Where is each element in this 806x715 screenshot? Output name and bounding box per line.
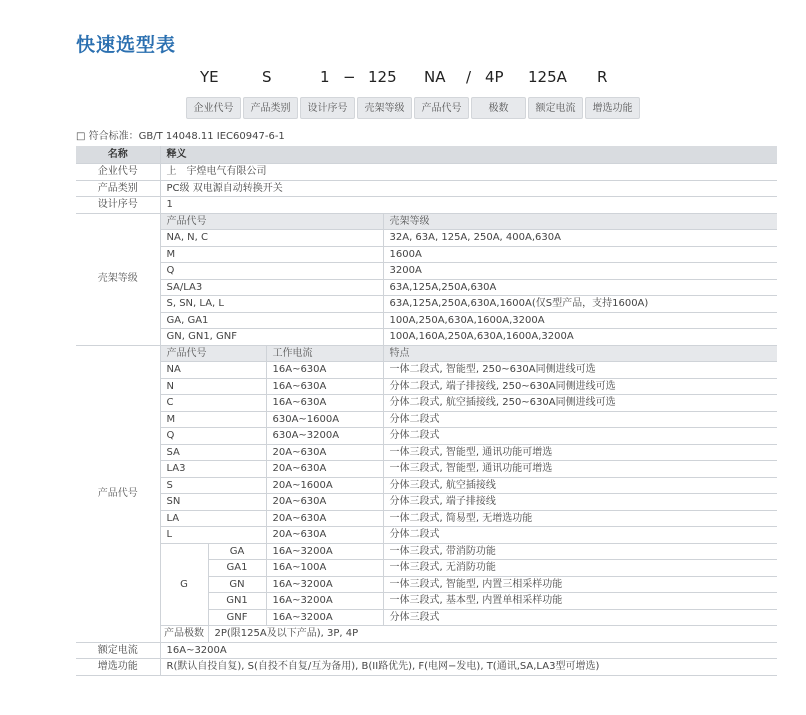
g-feature: 一体三段式, 带消防功能 <box>383 543 777 560</box>
product-code: M <box>160 411 266 428</box>
product-current: 20A~630A <box>266 461 383 478</box>
frame-code: SA/LA3 <box>160 279 383 296</box>
g-code: G <box>160 543 208 626</box>
row-value: 上 宇煌电气有限公司 <box>160 164 777 181</box>
product-current: 630A~3200A <box>266 428 383 445</box>
model-part-slash: / <box>466 68 472 86</box>
box-rated-current: 额定电流 <box>528 97 583 119</box>
model-legend <box>0 97 806 121</box>
table-row <box>76 230 777 247</box>
model-code <box>0 68 806 88</box>
box-poles: 极数 <box>471 97 526 119</box>
table-row <box>76 378 777 395</box>
row-label: 额定电流 <box>76 642 160 659</box>
model-part-ye: YE <box>200 68 219 86</box>
product-current: 20A~630A <box>266 527 383 544</box>
model-part-r: R <box>597 68 608 86</box>
g-current: 16A~3200A <box>266 593 383 610</box>
product-code: S <box>160 477 266 494</box>
g-sub-code: GNF <box>208 609 266 626</box>
table-row <box>76 642 777 659</box>
row-label: 企业代号 <box>76 164 160 181</box>
frame-value: 63A,125A,250A,630A,1600A(仅S型产品，支持1600A) <box>383 296 777 313</box>
product-current: 20A~630A <box>266 510 383 527</box>
box-design-number: 设计序号 <box>300 97 355 119</box>
g-sub-code: GN1 <box>208 593 266 610</box>
model-part-dash: − <box>343 68 356 86</box>
product-code: LA3 <box>160 461 266 478</box>
table-row <box>76 461 777 478</box>
table-row <box>76 411 777 428</box>
row-label: 增选功能 <box>76 659 160 676</box>
table-row <box>76 312 777 329</box>
frame-value: 63A,125A,250A,630A <box>383 279 777 296</box>
frame-value: 3200A <box>383 263 777 280</box>
header-desc: 释义 <box>160 146 777 164</box>
header-name: 名称 <box>76 146 160 164</box>
frame-value: 1600A <box>383 246 777 263</box>
table-row <box>76 510 777 527</box>
frame-value: 32A, 63A, 125A, 250A, 400A,630A <box>383 230 777 247</box>
product-current: 16A~630A <box>266 378 383 395</box>
product-code: SA <box>160 444 266 461</box>
table-row <box>76 494 777 511</box>
table-header <box>76 146 777 164</box>
model-part-s: S <box>262 68 272 86</box>
model-part-na: NA <box>424 68 446 86</box>
table-row <box>76 659 777 676</box>
table-row <box>76 543 777 560</box>
frame-code: GN, GN1, GNF <box>160 329 383 346</box>
g-feature: 一体三段式, 无消防功能 <box>383 560 777 577</box>
table-row <box>76 180 777 197</box>
row-value: 2P(限125A及以下产品), 3P, 4P <box>208 626 777 643</box>
product-col-current: 工作电流 <box>266 345 383 362</box>
row-value: PC级 双电源自动转换开关 <box>160 180 777 197</box>
product-code: LA <box>160 510 266 527</box>
g-feature: 一体三段式, 基本型, 内置单相采样功能 <box>383 593 777 610</box>
product-feature: 一体三段式, 智能型, 通讯功能可增选 <box>383 444 777 461</box>
frame-code: NA, N, C <box>160 230 383 247</box>
product-current: 20A~1600A <box>266 477 383 494</box>
row-value: 16A~3200A <box>160 642 777 659</box>
frame-value: 100A,160A,250A,630A,1600A,3200A <box>383 329 777 346</box>
frame-label: 壳架等级 <box>76 213 160 345</box>
product-code: SN <box>160 494 266 511</box>
product-feature: 一体二段式, 简易型, 无增选功能 <box>383 510 777 527</box>
g-current: 16A~3200A <box>266 543 383 560</box>
row-label: 产品类别 <box>76 180 160 197</box>
table-row <box>76 477 777 494</box>
page-title: 快速选型表 <box>76 34 177 56</box>
table-row <box>76 527 777 544</box>
g-current: 16A~100A <box>266 560 383 577</box>
table-row <box>76 197 777 214</box>
g-sub-code: GN <box>208 576 266 593</box>
product-subheader <box>76 345 777 362</box>
table-row <box>76 395 777 412</box>
product-code: C <box>160 395 266 412</box>
row-label: 设计序号 <box>76 197 160 214</box>
box-enterprise-code: 企业代号 <box>186 97 241 119</box>
product-current: 16A~630A <box>266 362 383 379</box>
frame-code: S, SN, LA, L <box>160 296 383 313</box>
product-feature: 一体二段式, 智能型, 250~630A同侧进线可选 <box>383 362 777 379</box>
frame-code: M <box>160 246 383 263</box>
frame-value: 100A,250A,630A,1600A,3200A <box>383 312 777 329</box>
g-sub-code: GA <box>208 543 266 560</box>
product-feature: 分体三段式, 航空插接线 <box>383 477 777 494</box>
box-frame-grade: 壳架等级 <box>357 97 412 119</box>
product-feature: 分体二段式 <box>383 428 777 445</box>
g-current: 16A~3200A <box>266 576 383 593</box>
box-product-code: 产品代号 <box>414 97 469 119</box>
product-current: 20A~630A <box>266 444 383 461</box>
table-row <box>76 626 777 643</box>
product-col-feature: 特点 <box>383 345 777 362</box>
frame-code: GA, GA1 <box>160 312 383 329</box>
table-row <box>76 329 777 346</box>
row-label: 产品极数 <box>160 626 208 643</box>
product-code: Q <box>160 428 266 445</box>
product-label: 产品代号 <box>76 345 160 642</box>
product-current: 20A~630A <box>266 494 383 511</box>
g-sub-code: GA1 <box>208 560 266 577</box>
table-row <box>76 246 777 263</box>
table-row <box>76 164 777 181</box>
frame-code: Q <box>160 263 383 280</box>
product-feature: 分体三段式, 端子排接线 <box>383 494 777 511</box>
table-row <box>76 428 777 445</box>
frame-col-grade: 壳架等级 <box>383 213 777 230</box>
frame-col-code: 产品代号 <box>160 213 383 230</box>
row-value: R(默认自投自复), S(自投不自复/互为备用), B(II路优先), F(电网−发电), T(通讯,SA,LA3型可增选) <box>160 659 777 676</box>
product-col-code: 产品代号 <box>160 345 266 362</box>
product-feature: 分体二段式 <box>383 411 777 428</box>
g-current: 16A~3200A <box>266 609 383 626</box>
model-part-1: 1 <box>320 68 330 86</box>
row-value: 1 <box>160 197 777 214</box>
frame-subheader <box>76 213 777 230</box>
box-product-category: 产品类别 <box>243 97 298 119</box>
model-part-125a: 125A <box>528 68 567 86</box>
product-current: 16A~630A <box>266 395 383 412</box>
box-optional-function: 增选功能 <box>585 97 640 119</box>
product-code: NA <box>160 362 266 379</box>
table-row <box>76 263 777 280</box>
table-row <box>76 296 777 313</box>
product-feature: 分体二段式, 端子排接线, 250~630A同侧进线可选 <box>383 378 777 395</box>
table-row <box>76 444 777 461</box>
product-feature: 分体二段式, 航空插接线, 250~630A同侧进线可选 <box>383 395 777 412</box>
product-code: N <box>160 378 266 395</box>
table-row <box>76 362 777 379</box>
product-current: 630A~1600A <box>266 411 383 428</box>
model-part-4p: 4P <box>485 68 504 86</box>
model-part-125: 125 <box>368 68 397 86</box>
table-row <box>76 279 777 296</box>
product-feature: 一体三段式, 智能型, 通讯功能可增选 <box>383 461 777 478</box>
selection-table <box>76 146 777 676</box>
product-feature: 分体二段式 <box>383 527 777 544</box>
product-code: L <box>160 527 266 544</box>
g-feature: 一体三段式, 智能型, 内置三相采样功能 <box>383 576 777 593</box>
standard-note: □ 符合标准：GB/T 14048.11 IEC60947-6-1 <box>76 131 285 142</box>
g-feature: 分体三段式 <box>383 609 777 626</box>
